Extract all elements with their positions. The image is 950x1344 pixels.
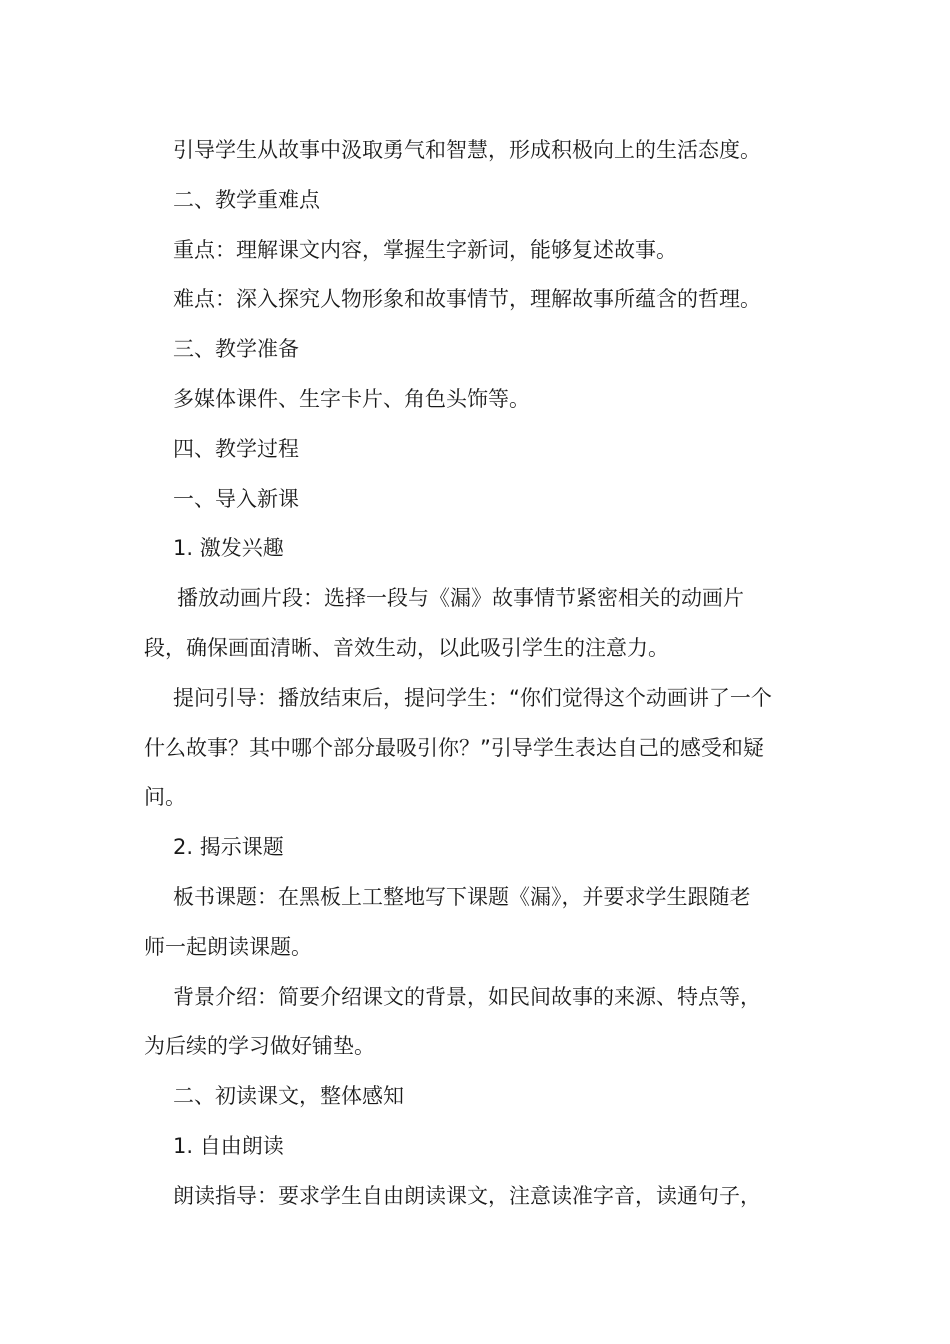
subsection-heading: 2. 揭示课题: [173, 835, 284, 860]
paragraph-line: 问。: [144, 785, 186, 810]
paragraph-line: 播放动画片段：选择一段与《漏》故事情节紧密相关的动画片: [177, 586, 744, 611]
section-heading: 三、教学准备: [173, 337, 299, 362]
subsection-heading: 1. 激发兴趣: [173, 536, 284, 561]
paragraph-line: 引导学生从故事中汲取勇气和智慧，形成积极向上的生活态度。: [173, 138, 761, 162]
paragraph-line: 什么故事？其中哪个部分最吸引你？”引导学生表达自己的感受和疑: [144, 735, 764, 760]
section-heading: 一、导入新课: [173, 486, 299, 511]
paragraph-line: 重点：理解课文内容，掌握生字新词，能够复述故事。: [173, 237, 677, 262]
subsection-heading: 1. 自由朗读: [173, 1133, 284, 1158]
paragraph-line: 板书课题：在黑板上工整地写下课题《漏》，并要求学生跟随老: [173, 884, 751, 909]
section-heading: 二、教学重难点: [173, 187, 320, 212]
paragraph-line: 提问引导：播放结束后，提问学生：“你们觉得这个动画讲了一个: [173, 685, 772, 710]
paragraph-line: 难点：深入探究人物形象和故事情节，理解故事所蕴含的哲理。: [173, 287, 761, 312]
paragraph-line: 为后续的学习做好铺垫。: [144, 1034, 375, 1059]
paragraph-line: 背景介绍：简要介绍课文的背景，如民间故事的来源、特点等，: [173, 984, 761, 1009]
paragraph-line: 多媒体课件、生字卡片、角色头饰等。: [173, 386, 530, 411]
paragraph-line: 师一起朗读课题。: [144, 934, 312, 959]
document-body: [144, 126, 808, 1222]
paragraph-line: 段，确保画面清晰、音效生动，以此吸引学生的注意力。: [144, 635, 669, 660]
paragraph-line: 朗读指导：要求学生自由朗读课文，注意读准字音，读通句子，: [173, 1183, 761, 1208]
section-heading: 四、教学过程: [173, 436, 299, 461]
section-heading: 二、初读课文，整体感知: [173, 1084, 404, 1109]
